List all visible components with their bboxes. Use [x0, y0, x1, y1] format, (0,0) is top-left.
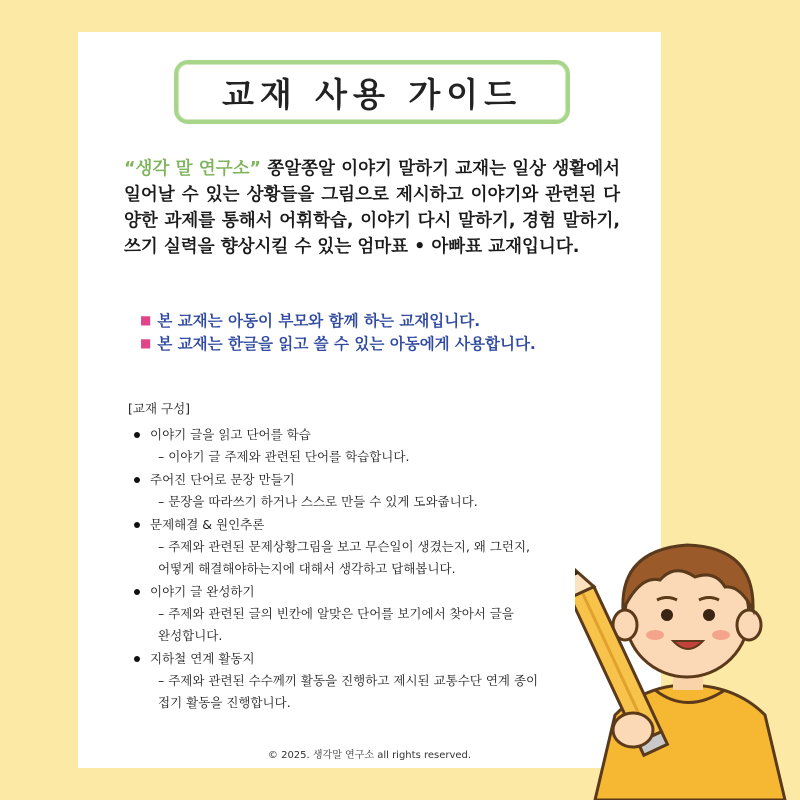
square-bullet-icon: ■ [140, 336, 152, 350]
title-banner [174, 60, 570, 124]
structure-item [128, 468, 608, 513]
boy-with-pencil-illustration [575, 515, 800, 800]
item-title: 이야기 글을 읽고 단어를 학습 [150, 427, 311, 442]
item-desc: – 주제와 관련된 글의 빈칸에 알맞은 단어를 보기에서 찾아서 글을 [158, 606, 514, 621]
item-desc: – 주제와 관련된 문제상황그림을 보고 무슨일이 생겼는지, 왜 그런지, [158, 539, 531, 554]
structure-heading: [교재 구성] [128, 401, 191, 416]
item-title: 문제해결 & 원인추론 [150, 517, 265, 532]
item-desc: – 문장을 따라쓰기 하거나 스스로 만들 수 있게 도와줍니다. [158, 494, 478, 509]
square-bullet-icon: ■ [140, 313, 152, 327]
bullet-dot-icon [134, 432, 140, 438]
item-title: 주어진 단어로 문장 만들기 [150, 472, 295, 487]
brand-name: “생각 말 연구소” [124, 159, 262, 179]
item-desc: – 이야기 글 주제와 관련된 단어를 학습합니다. [158, 449, 410, 464]
item-desc-cont: 접기 활동을 진행합니다. [158, 695, 291, 710]
structure-item [128, 423, 608, 468]
notes-list [140, 309, 620, 355]
item-desc-cont: 어떻게 해결해야하는지에 대해서 생각하고 답해봅니다. [158, 561, 456, 576]
structure-item [128, 647, 608, 714]
guide-page [78, 32, 661, 768]
bullet-dot-icon [134, 522, 140, 528]
structure-item [128, 513, 608, 580]
structure-section [128, 400, 608, 714]
note-item: ■ 본 교재는 아동이 부모와 함께 하는 교재입니다. [140, 312, 481, 330]
intro-paragraph [124, 156, 620, 260]
bullet-dot-icon [134, 656, 140, 662]
intro-text: 쫑알쫑알 이야기 말하기 교재는 일상 생활에서 일어날 수 있는 상황들을 그림으로 제시하고 이야기와 관련된 다양한 과제를 통해서 어휘학습, 이야기 다시 말하기, 경험 말하기, 쓰기 실력을 향상시킬 수 있는 엄마표 • 아빠표 교재입니다. [124, 159, 620, 257]
bullet-dot-icon [134, 589, 140, 595]
page-title: 교재 사용 가이드 [221, 74, 523, 114]
item-desc-cont: 완성합니다. [158, 628, 223, 643]
note-item: ■ 본 교재는 한글을 읽고 쓸 수 있는 아동에게 사용합니다. [140, 335, 536, 353]
copyright-footer: © 2025. 생각말 연구소 all rights reserved. [267, 750, 472, 761]
item-title: 지하철 연계 활동지 [150, 651, 255, 666]
bullet-dot-icon [134, 477, 140, 483]
structure-item [128, 580, 608, 647]
item-title: 이야기 글 완성하기 [150, 584, 255, 599]
item-desc: – 주제와 관련된 수수께끼 활동을 진행하고 제시된 교통수단 연계 종이 [158, 673, 539, 688]
